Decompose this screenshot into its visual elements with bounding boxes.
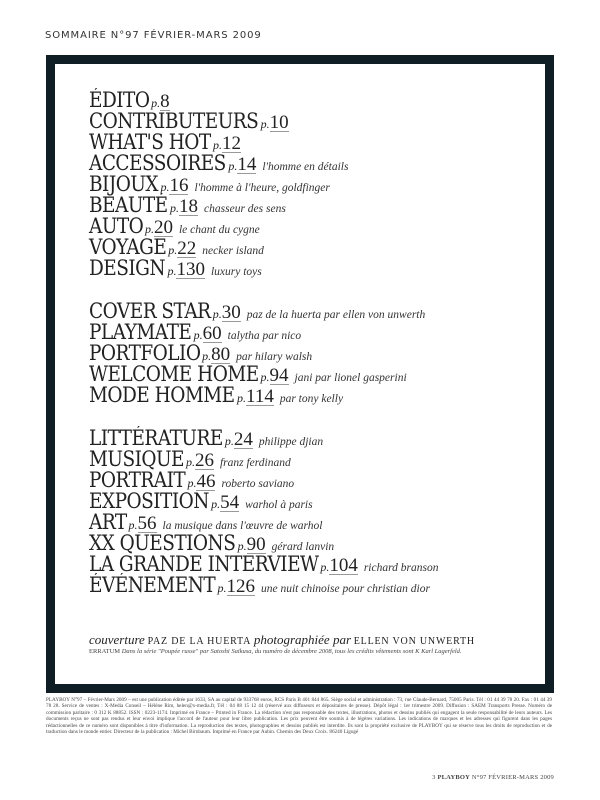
toc-entry[interactable] — [89, 195, 438, 216]
toc-entry-title: DESIGN — [89, 256, 166, 280]
toc-entry-description: l'homme à l'heure, goldfinger — [194, 182, 330, 194]
toc-entry-title: VOYAGE — [89, 235, 167, 259]
photographer-name: ELLEN VON UNWERTH — [353, 636, 475, 647]
cover-model-name: PAZ DE LA HUERTA — [147, 636, 252, 647]
page-number: 30 — [221, 302, 241, 323]
toc-entry[interactable] — [89, 132, 438, 153]
toc-entry[interactable] — [89, 174, 438, 195]
toc-entry[interactable] — [89, 470, 438, 491]
page-prefix: p. — [260, 117, 270, 131]
toc-entry-title: COVER STAR — [89, 299, 211, 323]
page-number: 46 — [196, 471, 216, 492]
page-prefix: p. — [213, 138, 222, 152]
page-number: 80 — [211, 344, 231, 365]
page-prefix: p. — [185, 455, 195, 469]
erratum-label: ERRATUM — [89, 648, 121, 655]
toc-entry-description: philippe djian — [258, 436, 324, 448]
page-number: 12 — [222, 133, 241, 154]
page-prefix: p. — [168, 243, 178, 257]
page-prefix: p. — [211, 497, 221, 511]
page-number: 10 — [269, 112, 289, 133]
toc-entry-title: LITTÉRATURE — [89, 426, 223, 450]
toc-entry-description: jani par lionel gasperini — [294, 372, 407, 384]
toc-entry-description: l'homme en détails — [262, 161, 349, 173]
page-prefix: p. — [128, 518, 138, 532]
toc-entry-title: BIJOUX — [89, 172, 159, 196]
toc-entry[interactable] — [89, 237, 438, 258]
toc-entry-title: PORTRAIT — [89, 468, 186, 492]
toc-entry-description: paz de la huerta par ellen von unwerth — [246, 309, 426, 321]
toc-entry-title: WHAT'S HOT — [89, 130, 211, 154]
page-prefix: p. — [237, 539, 247, 553]
page-number: 60 — [202, 323, 222, 344]
page-number: 56 — [137, 513, 157, 534]
page-number: 126 — [226, 576, 255, 597]
page-prefix: p. — [217, 581, 227, 595]
toc-entry-description: gérard lanvin — [271, 541, 335, 553]
page-prefix: p. — [224, 434, 234, 448]
page-number: 18 — [179, 196, 199, 217]
page-number: 114 — [246, 386, 274, 407]
section-gap — [89, 406, 438, 428]
page-number: 94 — [269, 365, 289, 386]
page-number: 90 — [246, 534, 266, 555]
page-prefix: p. — [170, 201, 180, 215]
page-prefix: p. — [160, 180, 170, 194]
toc-entry-description: richard branson — [363, 562, 439, 574]
legal-notice: PLAYBOY N°97 – Février-Mars 2009 – est une publication éditée par 1633, SA au capital de 933768 euros, RCS Paris B 401 844 865. Siège social et administration : 73, rue Claude-Bernard, 75005 Paris. Tél : 01 44 39 78 20. Fax : 01 44 39 78 28. Service de ventes : X-Media Conseil – Hélène Rim, helen@x-media.fr, Tél : 04 88 15 12 44 (réservé aux diffuseurs et dépositaires de presse). Dépôt légal : 1er trimestre 2009. Diffusion : SAEM Transports Presse. Numéro de commission paritaire : 0 312 K 88852. ISSN : 0223-1174. Imprimé en France – Printed in France. La rédaction n'est pas responsable des textes, illustrations, photos et dessins publiés qui engagent la seule responsabilité de leurs auteurs. Les documents reçus ne sont pas rendus et leur envoi implique l'accord de l'auteur pour leur libre publication. Les prix peuvent être soumis à de légères variations. Les indications de marques et les adresses qui figurent dans les pages rédactionnelles de ce numéro sont disponibles à titre d'information. La reproduction des textes, photographies et dessins publiés est interdite. Ils sont la propriété exclusive de PLAYBOY qui se réserve tous les droits de reproduction et de traduction dans le monde entier. Directeur de la publication : Michel Birnbaum. Imprimé en France par Aubin. Chemin des Deux Croix. 86240 Ligugé — [46, 697, 552, 736]
toc-entry[interactable] — [89, 449, 438, 470]
contents-frame — [46, 55, 554, 693]
page-number: 104 — [329, 555, 358, 576]
toc-entry-title: ART — [89, 510, 127, 534]
toc-entry-description: warhol à paris — [245, 499, 313, 511]
toc-entry-title: CONTRIBUTEURS — [89, 109, 259, 133]
toc-entry[interactable] — [89, 533, 438, 554]
toc-entry-description: necker island — [202, 245, 264, 257]
toc-entry-description: chasseur des sens — [204, 203, 286, 215]
toc-entry-title: AUTO — [89, 214, 144, 238]
page-number: 26 — [194, 450, 214, 471]
toc-entry[interactable] — [89, 153, 438, 174]
toc-entry-title: ACCESSOIRES — [89, 151, 226, 175]
page-prefix: p. — [202, 349, 212, 363]
toc-entry-description: franz ferdinand — [219, 457, 291, 469]
page-number: 130 — [176, 259, 205, 280]
table-of-contents — [89, 90, 438, 596]
page-number: 8 — [160, 91, 170, 112]
toc-entry-title: LA GRANDE INTERVIEW — [89, 552, 319, 576]
toc-entry-description: la musique dans l'œuvre de warhol — [162, 520, 323, 532]
toc-entry[interactable] — [89, 428, 438, 449]
erratum-text: Dans la série "Poupée russe" par Satoshi Saikusa, du numéro de décembre 2008, tous les crédits vêtements sont K Karl Lagerfeld. — [121, 648, 462, 655]
toc-entry[interactable] — [89, 343, 438, 364]
page-prefix: p. — [260, 370, 270, 384]
page-prefix: p. — [228, 159, 238, 173]
toc-entry-title: MUSIQUE — [89, 447, 184, 471]
toc-entry-description: par tony kelly — [279, 393, 344, 405]
folio-issue: N°97 FÉVRIER-MARS 2009 — [471, 774, 554, 781]
page-number: 22 — [177, 238, 197, 259]
toc-entry-description: luxury toys — [210, 266, 262, 278]
page-prefix: p. — [187, 476, 197, 490]
toc-entry[interactable] — [89, 512, 438, 533]
page-number: 14 — [237, 154, 257, 175]
toc-entry-title: ÉDITO — [89, 88, 150, 112]
toc-entry-title: XX QUESTIONS — [89, 531, 236, 555]
toc-entry-description: par hilary walsh — [236, 351, 313, 363]
toc-entry[interactable] — [89, 111, 438, 132]
toc-entry[interactable] — [89, 364, 438, 385]
photographer-label: photographiée par — [253, 632, 352, 647]
toc-entry-title: BEAUTÉ — [89, 193, 168, 217]
toc-entry-title: PLAYMATE — [89, 320, 192, 344]
page-prefix: p. — [320, 560, 330, 574]
folio-brand: PLAYBOY — [437, 774, 471, 781]
page-prefix: p. — [151, 96, 161, 110]
toc-entry[interactable] — [89, 301, 438, 322]
page-prefix: p. — [212, 307, 222, 321]
toc-entry-title: MODE HOMME — [89, 383, 235, 407]
toc-entry-description: une nuit chinoise pour christian dior — [261, 583, 430, 595]
toc-entry[interactable] — [89, 575, 438, 596]
toc-entry-description: talytha par nico — [227, 330, 302, 342]
toc-entry-title: WELCOME HOME — [89, 362, 259, 386]
toc-entry-description: roberto saviano — [221, 478, 295, 490]
toc-entry[interactable] — [89, 90, 438, 111]
page-prefix: p. — [144, 222, 154, 236]
page-folio — [432, 774, 554, 781]
toc-entry-title: ÉVÉNEMENT — [89, 573, 216, 597]
page-number: 54 — [220, 492, 240, 513]
toc-entry[interactable] — [89, 491, 438, 512]
toc-entry-title: PORTFOLIO — [89, 341, 201, 365]
page-prefix: p. — [237, 391, 247, 405]
toc-entry[interactable] — [89, 554, 438, 575]
toc-entry-description: le chant du cygne — [178, 224, 260, 236]
cover-label: couverture — [89, 632, 145, 647]
page-header: SOMMAIRE N°97 FÉVRIER-MARS 2009 — [45, 30, 262, 41]
page-prefix: p. — [167, 264, 177, 278]
page-number: 16 — [169, 175, 189, 196]
page-number: 20 — [153, 217, 173, 238]
toc-entry-title: EXPOSITION — [89, 489, 209, 513]
erratum-note — [89, 648, 462, 655]
cover-credit — [89, 632, 475, 648]
page-number: 24 — [233, 429, 253, 450]
page-prefix: p. — [193, 328, 203, 342]
section-gap — [89, 279, 438, 301]
folio-page-number: 3 — [432, 774, 436, 781]
